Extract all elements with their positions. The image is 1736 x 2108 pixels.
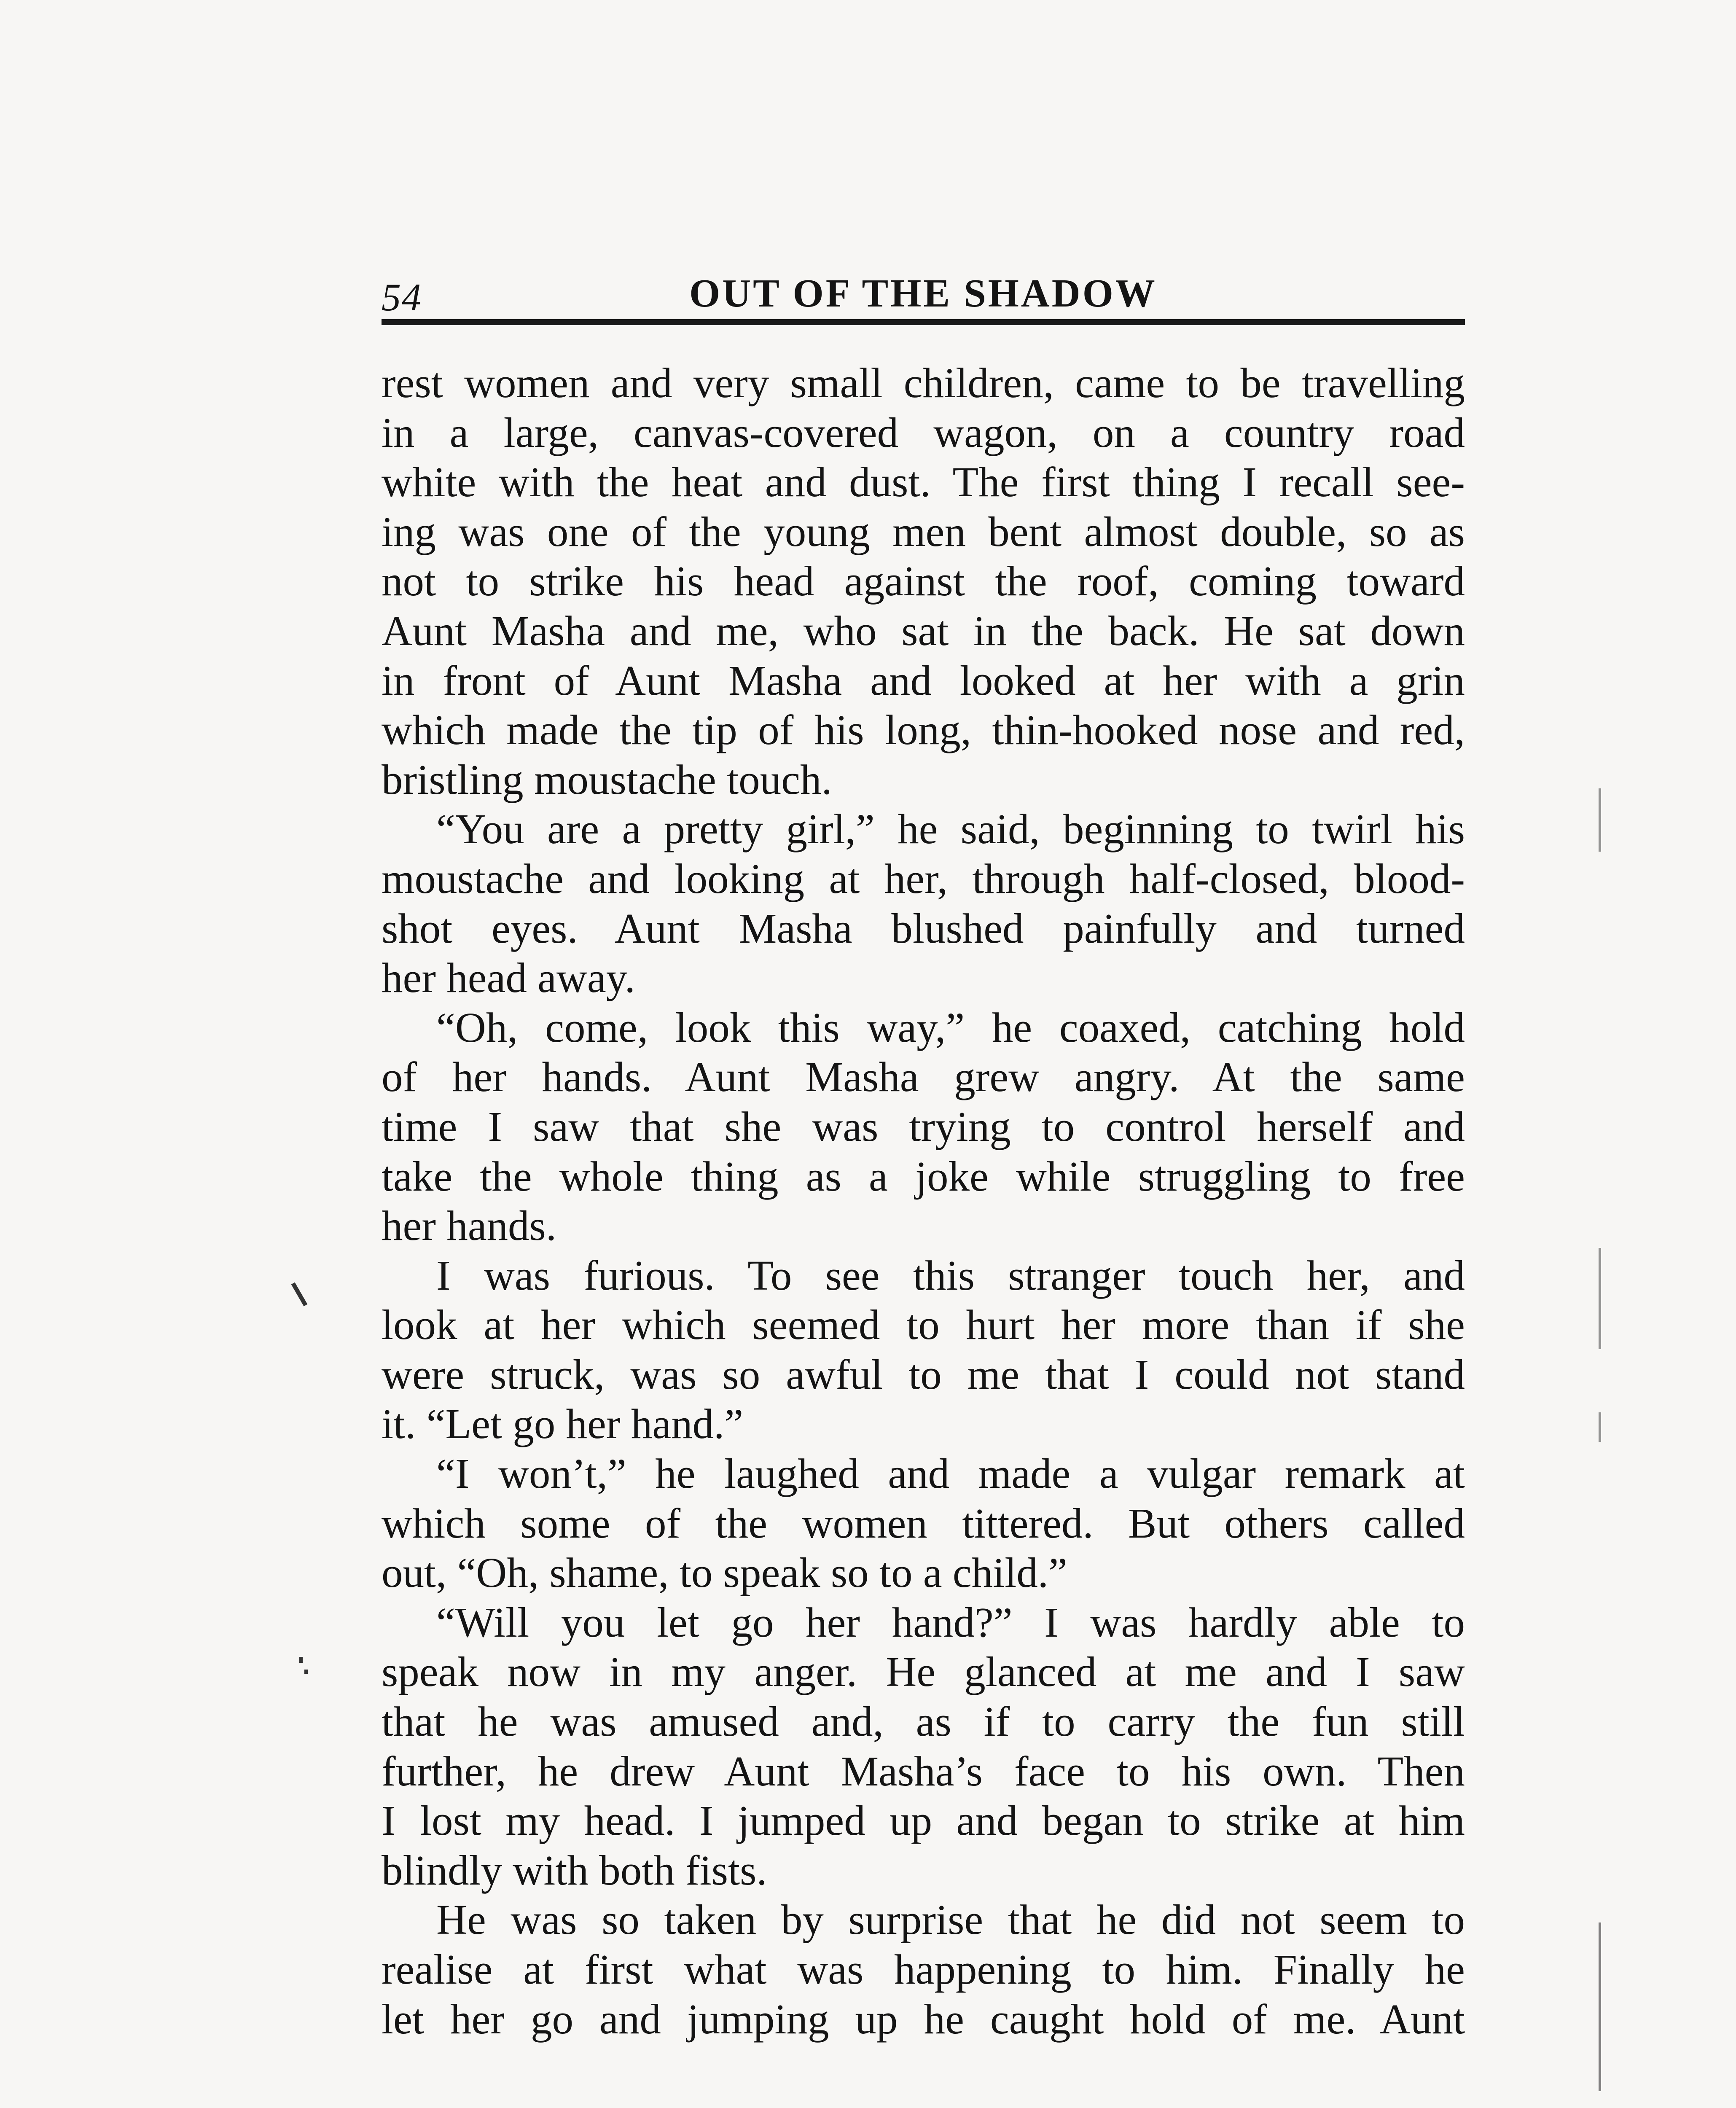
text-line: let her go and jumping up he caught hold of me. Aunt <box>382 1995 1465 2043</box>
text-line: it. “Let go her hand.” <box>382 1400 744 1448</box>
margin-mark <box>299 1657 303 1663</box>
text-line: “Will you let go her hand?” I was hardly able to <box>436 1598 1465 1646</box>
text-line: Aunt Masha and me, who sat in the back. He sat down <box>382 607 1465 654</box>
text-line: “I won’t,” he laughed and made a vulgar remark at <box>436 1450 1465 1498</box>
text-line: look at her which seemed to hurt her more than if she <box>382 1301 1465 1349</box>
body-text <box>382 358 1465 2044</box>
text-line: which some of the women tittered. But others called <box>382 1499 1465 1547</box>
text-line: white with the heat and dust. The first thing I recall see- <box>382 458 1465 506</box>
text-line: in a large, canvas-covered wagon, on a country road <box>382 409 1465 456</box>
text-line: bristling moustache touch. <box>382 756 832 803</box>
text-line: not to strike his head against the roof, coming toward <box>382 557 1465 605</box>
text-line: rest women and very small children, came to be travelling <box>382 359 1465 406</box>
text-line: realise at first what was happening to him. Finally he <box>382 1946 1465 1993</box>
text-line: in front of Aunt Masha and looked at her with a grin <box>382 656 1465 704</box>
text-line: which made the tip of his long, thin-hooked nose and red, <box>382 706 1465 754</box>
text-line: I lost my head. I jumped up and began to strike at him <box>382 1797 1465 1844</box>
text-line: take the whole thing as a joke while struggling to free <box>382 1152 1465 1200</box>
margin-mark <box>291 1283 308 1307</box>
margin-mark <box>1599 1922 1601 2091</box>
margin-mark <box>304 1670 308 1674</box>
margin-mark <box>1599 788 1601 852</box>
margin-mark <box>1599 1412 1601 1442</box>
text-line: blindly with both fists. <box>382 1846 767 1894</box>
running-title: OUT OF THE SHADOW <box>689 272 1157 315</box>
page-number: 54 <box>382 276 422 319</box>
page-header <box>382 262 1465 325</box>
text-line: “You are a pretty girl,” he said, beginning to twirl his <box>436 805 1465 853</box>
text-line: speak now in my anger. He glanced at me and I saw <box>382 1648 1465 1696</box>
text-line: her head away. <box>382 954 635 1002</box>
text-line: “Oh, come, look this way,” he coaxed, catching hold <box>436 1003 1465 1051</box>
text-line: out, “Oh, shame, to speak so to a child.” <box>382 1549 1067 1597</box>
text-line: moustache and looking at her, through half-closed, blood- <box>382 855 1465 902</box>
text-line: I was furious. To see this stranger touch her, and <box>436 1251 1465 1299</box>
text-line: ing was one of the young men bent almost double, so as <box>382 508 1465 555</box>
text-line: of her hands. Aunt Masha grew angry. At the same <box>382 1053 1465 1101</box>
header-rule <box>382 319 1465 325</box>
text-line: shot eyes. Aunt Masha blushed painfully and turned <box>382 904 1465 952</box>
text-line: He was so taken by surprise that he did not seem to <box>436 1896 1465 1944</box>
text-line: were struck, was so awful to me that I could not stand <box>382 1350 1465 1398</box>
margin-mark <box>1599 1248 1601 1349</box>
text-line: time I saw that she was trying to control herself and <box>382 1102 1465 1150</box>
text-line: further, he drew Aunt Masha’s face to his own. Then <box>382 1747 1465 1795</box>
text-line: that he was amused and, as if to carry the fun still <box>382 1698 1465 1745</box>
text-line: her hands. <box>382 1202 557 1250</box>
